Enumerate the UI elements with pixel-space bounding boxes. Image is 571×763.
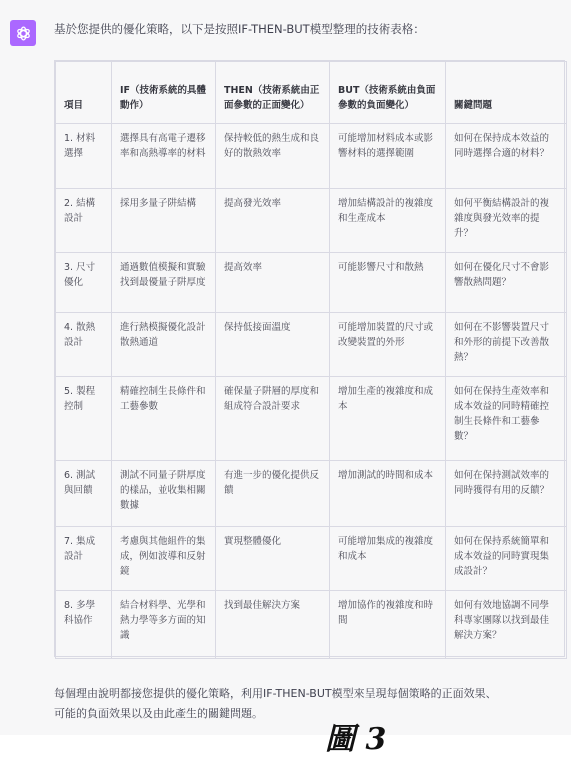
cell-but: 增加結構設計的複雜度和生產成本 — [330, 189, 446, 253]
outro-line: 可能的負面效果以及由此產生的關鍵問題。 — [54, 707, 263, 720]
header-then: THEN（技術系統由正面參數的正面變化） — [216, 62, 330, 124]
cell-key-question: 如何在保持生產效率和成本效益的同時精確控制生長條件和工藝參數？ — [446, 377, 567, 461]
assistant-avatar — [10, 20, 36, 46]
cell-key-question: 如何在保持成本效益的同時選擇合適的材料？ — [446, 124, 567, 189]
cell-key-question: 如何有效地協調不同學科專家團隊以找到最佳解決方案？ — [446, 591, 567, 659]
cell-but: 可能增加裝置的尺寸或改變裝置的外形 — [330, 313, 446, 377]
cell-but: 增加生產的複雜度和成本 — [330, 377, 446, 461]
cell-then: 確保量子阱層的厚度和組成符合設計要求 — [216, 377, 330, 461]
cell-then: 找到最佳解決方案 — [216, 591, 330, 659]
table-row — [56, 527, 567, 591]
table-header-row — [56, 62, 567, 124]
figure-caption: 圖 3 — [325, 722, 387, 757]
header-key-question: 關鍵問題 — [446, 62, 567, 124]
cell-item: 8. 多學科協作 — [56, 591, 112, 659]
cell-if: 採用多量子阱結構 — [112, 189, 216, 253]
cell-but: 增加協作的複雜度和時間 — [330, 591, 446, 659]
cell-if: 測試不同量子阱厚度的樣品，並收集相關數據 — [112, 461, 216, 527]
cell-key-question: 如何平衡結構設計的複雜度與發光效率的提升？ — [446, 189, 567, 253]
cell-item: 4. 散熱設計 — [56, 313, 112, 377]
cell-but: 增加測試的時間和成本 — [330, 461, 446, 527]
cell-key-question: 如何在保持系統簡單和成本效益的同時實現集成設計？ — [446, 527, 567, 591]
cell-key-question: 如何在保持測試效率的同時獲得有用的反饋？ — [446, 461, 567, 527]
table-row — [56, 377, 567, 461]
cell-item: 5. 製程控制 — [56, 377, 112, 461]
cell-key-question: 如何在不影響裝置尺寸和外形的前提下改善散熱？ — [446, 313, 567, 377]
cell-item: 6. 測試與回饋 — [56, 461, 112, 527]
header-but: BUT（技術系統由負面參數的負面變化） — [330, 62, 446, 124]
cell-if: 選擇具有高電子遷移率和高熱導率的材料 — [112, 124, 216, 189]
cell-but: 可能影響尺寸和散熱 — [330, 253, 446, 313]
header-item: 項目 — [56, 62, 112, 124]
cell-if: 通過數值模擬和實驗找到最優量子阱厚度 — [112, 253, 216, 313]
table-row — [56, 461, 567, 527]
table-row — [56, 253, 567, 313]
message-intro-text: 基於您提供的優化策略，以下是按照IF-THEN-BUT模型整理的技術表格： — [54, 22, 425, 36]
table-row — [56, 313, 567, 377]
if-then-but-table — [54, 60, 565, 657]
cell-if: 精確控制生長條件和工藝參數 — [112, 377, 216, 461]
cell-then: 實現整體優化 — [216, 527, 330, 591]
cell-if: 進行熱模擬優化設計散熱通道 — [112, 313, 216, 377]
cell-then: 保持低接面溫度 — [216, 313, 330, 377]
header-if: IF（技術系統的具體動作） — [112, 62, 216, 124]
cell-item: 7. 集成設計 — [56, 527, 112, 591]
outro-line: 每個理由說明都接您提供的優化策略，利用IF-THEN-BUT模型來呈現每個策略的正面效果、 — [54, 687, 497, 700]
cell-then: 提高效率 — [216, 253, 330, 313]
cell-if: 考慮與其他組件的集成，例如波導和反射鏡 — [112, 527, 216, 591]
cell-item: 1. 材料選擇 — [56, 124, 112, 189]
cell-if: 結合材料學、光學和熱力學等多方面的知識 — [112, 591, 216, 659]
cell-then: 保持較低的熱生成和良好的散熱效率 — [216, 124, 330, 189]
cell-then: 提高發光效率 — [216, 189, 330, 253]
openai-logo-icon — [15, 25, 32, 42]
table-row — [56, 189, 567, 253]
table-row — [56, 124, 567, 189]
cell-item: 2. 結構設計 — [56, 189, 112, 253]
message-outro-text — [54, 684, 564, 724]
cell-but: 可能增加集成的複雜度和成本 — [330, 527, 446, 591]
cell-but: 可能增加材料成本或影響材料的選擇範圍 — [330, 124, 446, 189]
table-row — [56, 591, 567, 659]
cell-item: 3. 尺寸優化 — [56, 253, 112, 313]
cell-then: 有進一步的優化提供反饋 — [216, 461, 330, 527]
cell-key-question: 如何在優化尺寸不會影響散熱問題？ — [446, 253, 567, 313]
